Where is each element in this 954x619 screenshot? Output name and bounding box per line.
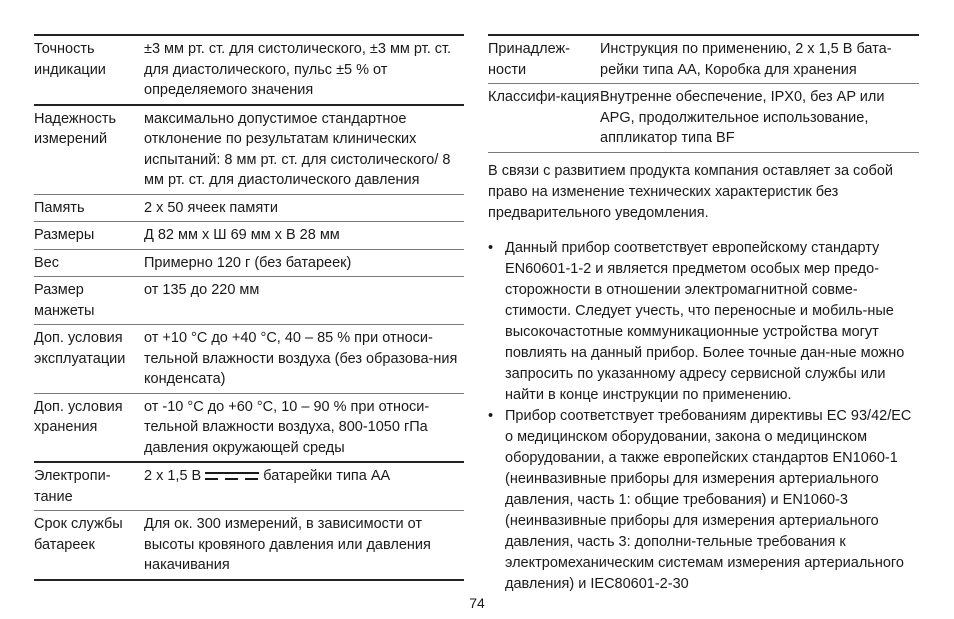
spec-row	[488, 35, 919, 84]
spec-row	[34, 194, 464, 222]
spec-value: ±3 мм рт. ст. для систолического, ±3 мм рт. ст. для диастолического, пульс ±5 % от определяемого значения	[144, 41, 452, 98]
page-number: 74	[469, 595, 485, 611]
spec-label: Срок службы батареек	[34, 516, 123, 553]
spec-table-left-column	[34, 34, 464, 581]
spec-value: Инструкция по применению, 2 x 1,5 В бата-рейки типа AA, Коробка для хранения	[600, 41, 892, 78]
spec-value-post: батарейки типа AA	[263, 468, 391, 484]
spec-row	[34, 393, 464, 462]
spec-table-right	[488, 34, 919, 153]
spec-value: Для ок. 300 измерений, в зависимости от высоты кровяного давления или давления накачивания	[144, 516, 431, 573]
spec-label: Доп. условия хранения	[34, 398, 123, 435]
bullet-text: Данный прибор соответствует европейскому стандарту EN60601-1-2 и является предметом особых мер предо-сторожности в отношении электромагнитной совме-стимости. Следует учесть, что переносные и мобиль-ные высокочастотные коммуникационные устройства могут повлиять на данный прибор. Более точные дан-ные можно запросить по указанному адресу сервисной службы или найти в конце инструкции по применению.	[505, 239, 905, 403]
spec-label: Классифи-кация	[488, 89, 600, 105]
compliance-bullet-list	[488, 238, 919, 595]
spec-row	[34, 277, 464, 325]
spec-value: от 135 до 220 мм	[144, 282, 260, 298]
bullet-text: Прибор соответствует требованиям директивы EC 93/42/EC о медицинском оборудовании, закона о медицинском оборудовании, а также европейских стандартов EN1060-1 (неинвазивные приборы для измерения артериального давления, часть 1: общие требования) и EN1060-3 (неинвазивные приборы для измерения артериального давления, часть 3: дополни-тельные требования к электромеханическим системам измерения артериального давления) и IEC80601-2-30	[505, 407, 912, 592]
dc-current-icon	[205, 471, 259, 481]
spec-label: Размеры	[34, 227, 95, 243]
spec-row	[488, 84, 919, 153]
spec-row	[34, 222, 464, 250]
spec-table-left	[34, 34, 464, 581]
bullet-icon: •	[488, 239, 494, 256]
spec-label: Память	[34, 199, 85, 216]
spec-label: Надежность измерений	[34, 110, 117, 147]
spec-value: 2 x 50 ячеек памяти	[144, 199, 278, 216]
spec-row	[34, 105, 464, 195]
spec-value: Примерно 120 г (без батареек)	[144, 254, 352, 271]
spec-value-pre: 2 x 1,5 В	[144, 468, 202, 484]
notice-paragraph: В связи с развитием продукта компания оставляет за собой право на изменение технических характеристик без предварительного уведомления.	[488, 162, 893, 221]
spec-label: Принадлеж-ности	[488, 41, 571, 78]
spec-value	[144, 462, 464, 511]
spec-value: от +10 °C до +40 °C, 40 – 85 % при относи-тельной влажности воздуха (без образова-ния конденсата)	[144, 330, 458, 387]
spec-label: Точность индикации	[34, 41, 106, 78]
spec-label: Электропи-тание	[34, 468, 111, 505]
spec-value: Внутренне обеспечение, IPX0, без AP или APG, продолжительное использование, аппликатор типа BF	[600, 89, 885, 146]
right-column	[488, 34, 919, 595]
spec-label: Размер манжеты	[34, 282, 95, 319]
spec-row	[34, 249, 464, 277]
spec-label: Вес	[34, 254, 59, 271]
spec-value: от -10 °C до +60 °C, 10 – 90 % при относи-тельной влажности воздуха, 800-1050 гПа давления окружающей среды	[144, 398, 430, 456]
spec-row	[34, 325, 464, 394]
spec-value: максимально допустимое стандартное отклонение по результатам клинических испытаний: 8 мм рт. ст. для систолического/ 8 мм рт. ст. для диастолического давления	[144, 110, 451, 188]
spec-row	[34, 511, 464, 580]
bullet-icon: •	[488, 407, 494, 424]
spec-value: Д 82 мм x Ш 69 мм x В 28 мм	[144, 227, 340, 243]
spec-row	[34, 462, 464, 511]
spec-label: Доп. условия эксплуатации	[34, 330, 126, 367]
spec-row	[34, 35, 464, 105]
bullet-item-emc	[488, 238, 919, 406]
bullet-item-directive	[488, 406, 919, 595]
